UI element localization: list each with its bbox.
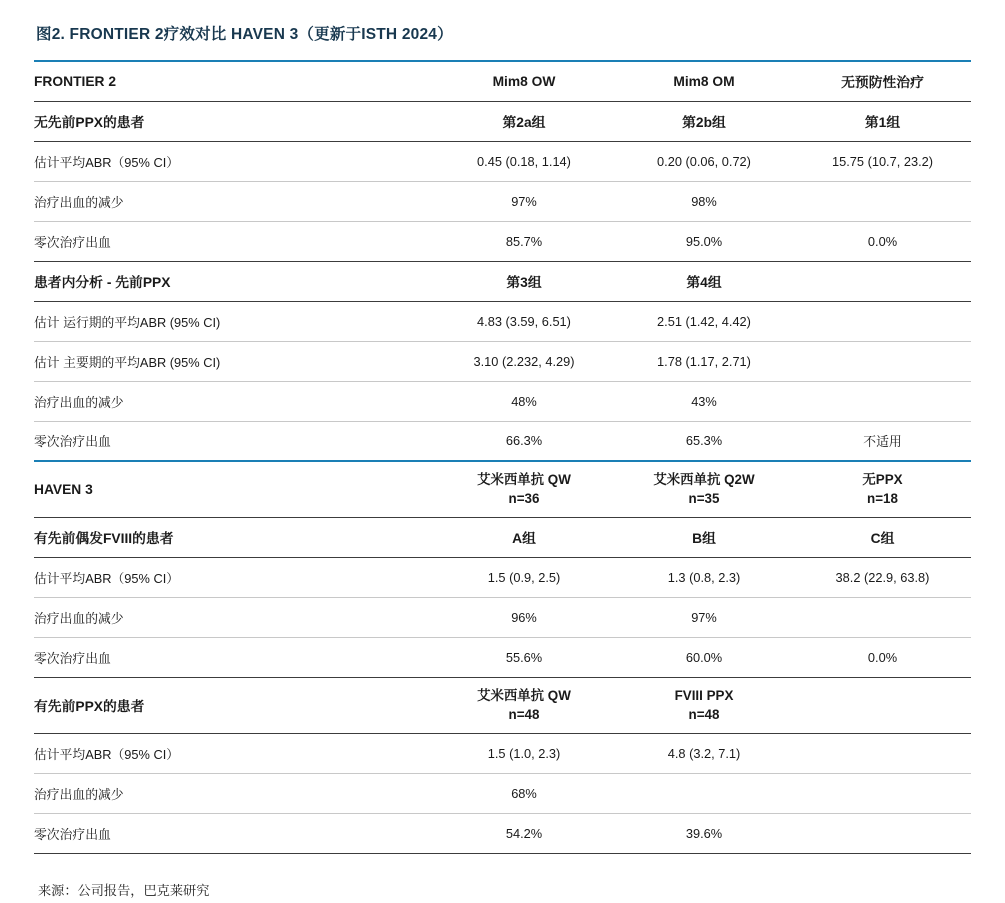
row-label: 零次治疗出血 bbox=[34, 637, 434, 677]
row-value: 0.20 (0.06, 0.72) bbox=[614, 141, 794, 181]
row-label: 零次治疗出血 bbox=[34, 221, 434, 261]
row-value bbox=[794, 181, 971, 221]
table-row bbox=[34, 381, 971, 421]
row-value: 0.0% bbox=[794, 221, 971, 261]
row-value: 1.78 (1.17, 2.71) bbox=[614, 341, 794, 381]
row-label: 治疗出血的减少 bbox=[34, 181, 434, 221]
frontier-section1-label: 无先前PPX的患者 bbox=[34, 101, 434, 141]
row-value bbox=[794, 733, 971, 773]
table-row bbox=[34, 557, 971, 597]
row-value bbox=[794, 773, 971, 813]
row-value bbox=[794, 381, 971, 421]
haven-header-col2 bbox=[614, 461, 794, 517]
haven-section1-col1: A组 bbox=[434, 517, 614, 557]
frontier-section1-header bbox=[34, 101, 971, 141]
table-row bbox=[34, 637, 971, 677]
haven-header-col2-line1: 艾米西单抗 Q2W bbox=[653, 471, 755, 487]
haven-section2-col2-line1: FVIII PPX bbox=[674, 687, 734, 703]
row-value: 54.2% bbox=[434, 813, 614, 853]
row-value: 97% bbox=[614, 597, 794, 637]
comparison-table bbox=[34, 60, 971, 854]
table-row bbox=[34, 597, 971, 637]
table-row bbox=[34, 181, 971, 221]
frontier-header-col3: 无预防性治疗 bbox=[794, 61, 971, 101]
haven-section2-col1-line2: n=48 bbox=[508, 707, 540, 722]
row-label: 治疗出血的减少 bbox=[34, 773, 434, 813]
frontier-section2-col3 bbox=[794, 261, 971, 301]
haven-section1-label: 有先前偶发FVIII的患者 bbox=[34, 517, 434, 557]
table-row bbox=[34, 221, 971, 261]
row-value: 0.45 (0.18, 1.14) bbox=[434, 141, 614, 181]
frontier-section2-label: 患者内分析 - 先前PPX bbox=[34, 261, 434, 301]
row-value: 95.0% bbox=[614, 221, 794, 261]
row-value bbox=[794, 813, 971, 853]
row-value: 15.75 (10.7, 23.2) bbox=[794, 141, 971, 181]
table-row bbox=[34, 341, 971, 381]
page-title: 图2. FRONTIER 2疗效对比 HAVEN 3（更新于ISTH 2024） bbox=[36, 26, 453, 43]
row-value: 1.5 (0.9, 2.5) bbox=[434, 557, 614, 597]
haven-section2-col3 bbox=[794, 677, 971, 733]
haven-header-label: HAVEN 3 bbox=[34, 461, 434, 517]
row-label: 估计 主要期的平均ABR (95% CI) bbox=[34, 341, 434, 381]
frontier-section1-col2: 第2b组 bbox=[614, 101, 794, 141]
haven-header-col1-line2: n=36 bbox=[508, 491, 540, 507]
haven-section1-col2: B组 bbox=[614, 517, 794, 557]
frontier-section2-header bbox=[34, 261, 971, 301]
haven-header-col3-line2: n=18 bbox=[867, 491, 898, 507]
haven-section2-label: 有先前PPX的患者 bbox=[34, 677, 434, 733]
row-value: 38.2 (22.9, 63.8) bbox=[794, 557, 971, 597]
frontier-header-col2: Mim8 OM bbox=[614, 61, 794, 101]
row-value: 2.51 (1.42, 4.42) bbox=[614, 301, 794, 341]
haven-section1-header bbox=[34, 517, 971, 557]
table-row bbox=[34, 141, 971, 181]
haven-header-col1 bbox=[434, 461, 614, 517]
row-value: 97% bbox=[434, 181, 614, 221]
row-value: 96% bbox=[434, 597, 614, 637]
row-label: 估计平均ABR（95% CI） bbox=[34, 141, 434, 181]
row-value: 55.6% bbox=[434, 637, 614, 677]
row-value bbox=[794, 301, 971, 341]
haven-header-col1-line1: 艾米西单抗 QW bbox=[477, 471, 571, 487]
frontier-header-col1: Mim8 OW bbox=[434, 61, 614, 101]
row-value: 48% bbox=[434, 381, 614, 421]
row-value bbox=[794, 341, 971, 381]
row-value bbox=[794, 597, 971, 637]
frontier-section1-col1: 第2a组 bbox=[434, 101, 614, 141]
row-value: 39.6% bbox=[614, 813, 794, 853]
row-label: 治疗出血的减少 bbox=[34, 381, 434, 421]
source-note: 来源：公司报告，巴克莱研究 bbox=[38, 882, 210, 898]
row-label: 估计平均ABR（95% CI） bbox=[34, 733, 434, 773]
table-row bbox=[34, 301, 971, 341]
row-value: 60.0% bbox=[614, 637, 794, 677]
haven-section2-col2 bbox=[614, 677, 794, 733]
row-value: 4.83 (3.59, 6.51) bbox=[434, 301, 614, 341]
row-value: 43% bbox=[614, 381, 794, 421]
row-value: 85.7% bbox=[434, 221, 614, 261]
row-value bbox=[614, 773, 794, 813]
row-value: 1.5 (1.0, 2.3) bbox=[434, 733, 614, 773]
row-value: 68% bbox=[434, 773, 614, 813]
row-value: 3.10 (2.232, 4.29) bbox=[434, 341, 614, 381]
row-label: 零次治疗出血 bbox=[34, 813, 434, 853]
row-value: 不适用 bbox=[794, 421, 971, 461]
row-value: 65.3% bbox=[614, 421, 794, 461]
haven-section2-col1-line1: 艾米西单抗 QW bbox=[477, 687, 571, 703]
haven-header-col2-line2: n=35 bbox=[688, 491, 720, 507]
haven-section2-col1 bbox=[434, 677, 614, 733]
frontier-section2-col2: 第4组 bbox=[614, 261, 794, 301]
table-row bbox=[34, 773, 971, 813]
row-value: 0.0% bbox=[794, 637, 971, 677]
frontier-header-label: FRONTIER 2 bbox=[34, 61, 434, 101]
table-row bbox=[34, 733, 971, 773]
row-value: 66.3% bbox=[434, 421, 614, 461]
row-label: 零次治疗出血 bbox=[34, 421, 434, 461]
haven-header-col3 bbox=[794, 461, 971, 517]
table-row bbox=[34, 813, 971, 853]
table-header-haven bbox=[34, 461, 971, 517]
haven-section1-col3: C组 bbox=[794, 517, 971, 557]
row-value: 1.3 (0.8, 2.3) bbox=[614, 557, 794, 597]
haven-header-col3-line1: 无PPX bbox=[862, 471, 903, 487]
table-row bbox=[34, 421, 971, 461]
row-value: 4.8 (3.2, 7.1) bbox=[614, 733, 794, 773]
frontier-section2-col1: 第3组 bbox=[434, 261, 614, 301]
haven-section2-col2-line2: n=48 bbox=[688, 707, 720, 722]
haven-section2-header bbox=[34, 677, 971, 733]
row-label: 估计 运行期的平均ABR (95% CI) bbox=[34, 301, 434, 341]
table-header-frontier bbox=[34, 61, 971, 101]
frontier-section1-col3: 第1组 bbox=[794, 101, 971, 141]
row-label: 估计平均ABR（95% CI） bbox=[34, 557, 434, 597]
row-value: 98% bbox=[614, 181, 794, 221]
row-label: 治疗出血的减少 bbox=[34, 597, 434, 637]
